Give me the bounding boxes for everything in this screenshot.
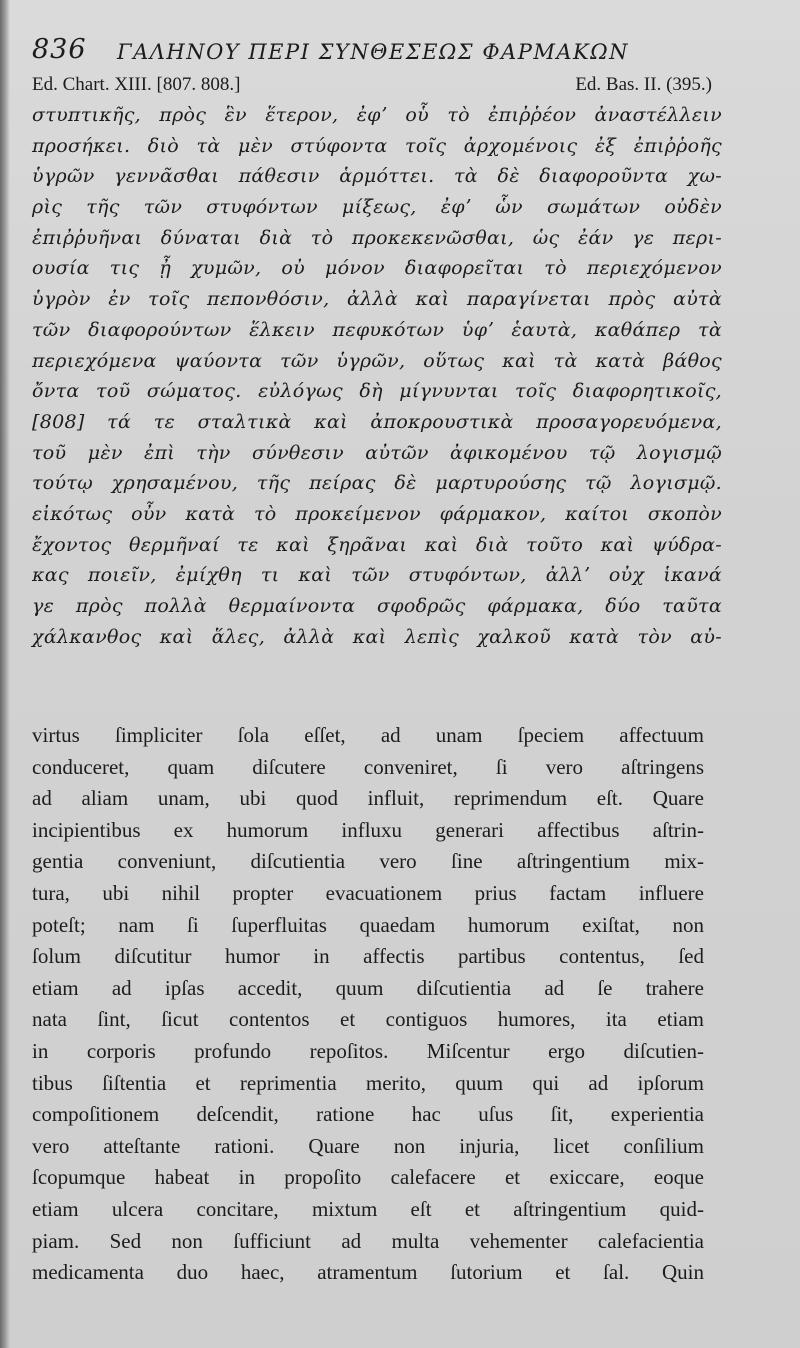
latin-line: virtus ſimpliciter ſola eſſet, ad unam ſpeciem affectuum <box>32 723 704 747</box>
greek-line: ρὶς τῆς τῶν στυφόντων μίξεως, ἐφʼ ὧν σωμάτων οὐδὲν <box>32 196 722 219</box>
latin-line: etiam ad ipſas accedit, quum diſcutientia ad ſe trahere <box>32 975 704 1000</box>
greek-line: ἐπιῤῥυῆναι δύναται διὰ τὸ προκεκενῶσθαι, ὡς ἐάν γε περι- <box>32 226 722 249</box>
edition-basel-ref: Ed. Bas. II. (395.) <box>575 74 712 95</box>
greek-line: τῶν διαφορούντων ἕλκειν πεφυκότων ὑφʼ ἑαυτὰ, καθάπερ τὰ <box>32 318 722 341</box>
running-head: ΓΑΛΗΝΟΥ ΠΕΡΙ ΣΥΝΘΕΣΕΩΣ ΦΑΡΜΑΚΩΝ <box>117 40 629 64</box>
greek-line: [808] τά τε σταλτικὰ καὶ ἀποκρουστικὰ προσαγορευόμενα, <box>32 410 722 433</box>
latin-line: gentia conveniunt, diſcutientia vero ſine aſtringentium mix- <box>32 849 704 874</box>
latin-line: nata ſint, ſicut contentos et contiguos humores, ita etiam <box>32 1007 704 1032</box>
greek-line: περιεχόμενα ψαύοντα τῶν ὑγρῶν, οὕτως καὶ τὰ κατὰ βάθος <box>32 349 722 372</box>
latin-line: ſolum diſcutitur humor in affectis partibus contentus, ſed <box>32 944 704 969</box>
greek-line: ἔχοντος θερμῆναί τε καὶ ξηρᾶναι καὶ διὰ τοῦτο καὶ ψύδρα- <box>32 533 722 556</box>
latin-text-block <box>32 720 704 1289</box>
latin-line: medicamenta duo haec, atramentum ſutorium et ſal. Quin <box>32 1260 704 1285</box>
greek-line: ουσία τις ᾖ χυμῶν, οὐ μόνον διαφορεῖται τὸ περιεχόμενον <box>32 257 722 280</box>
greek-line: εἰκότως οὖν κατὰ τὸ προκείμενον φάρμακον, καίτοι σκοπὸν <box>32 502 722 525</box>
latin-line: compoſitionem deſcendit, ratione hac uſus ſit, experientia <box>32 1102 704 1127</box>
page-header <box>32 34 772 68</box>
greek-line: κας ποιεῖν, ἐμίχθη τι καὶ τῶν στυφόντων, ἀλλʼ οὐχ ἱκανά <box>32 564 722 587</box>
greek-line: γε πρὸς πολλὰ θερμαίνοντα σφοδρῶς φάρμακα, δύο ταῦτα <box>32 595 722 617</box>
latin-line: in corporis profundo repoſitos. Miſcentur ergo diſcutien- <box>32 1038 704 1063</box>
greek-text-block <box>32 100 722 652</box>
greek-line: προσήκει. διὸ τὰ μὲν στύφοντα τοῖς ἀρχομένοις ἐξ ἐπιῤῥοῆς <box>32 134 722 157</box>
greek-line: τούτῳ χρησαμένου, τῆς πείρας δὲ μαρτυρούσης τῷ λογισμῷ. <box>32 472 722 495</box>
latin-line: piam. Sed non ſufficiunt ad multa vehementer calefacientia <box>32 1228 704 1253</box>
greek-line: χάλκανθος καὶ ἅλες, ἀλλὰ καὶ λεπὶς χαλκοῦ κατὰ τὸν αὐ- <box>32 625 722 648</box>
edition-chartier-ref: Ed. Chart. XIII. [807. 808.] <box>32 74 241 95</box>
latin-line: etiam ulcera concitare, mixtum eſt et aſtringentium quid- <box>32 1196 704 1221</box>
latin-line: ad aliam unam, ubi quod influit, reprimendum eſt. Quare <box>32 786 704 811</box>
latin-line: incipientibus ex humorum influxu generari affectibus aſtrin- <box>32 817 704 842</box>
latin-line: poteſt; nam ſi ſuperfluitas quaedam humorum exiſtat, non <box>32 912 704 937</box>
greek-line: στυπτικῆς, πρὸς ἓν ἕτερον, ἐφʼ οὗ τὸ ἐπιῤῥέον ἀναστέλλειν <box>32 104 722 126</box>
latin-line: tibus ſiſtentia et reprimentia merito, quum qui ad ipſorum <box>32 1070 704 1095</box>
latin-line: tura, ubi nihil propter evacuationem prius factam influere <box>32 880 704 905</box>
greek-line: ὑγρὸν ἐν τοῖς πεπονθόσιν, ἀλλὰ καὶ παραγίνεται πρὸς αὐτὰ <box>32 288 722 311</box>
page-binding-shadow <box>0 0 10 1348</box>
page-number: 836 <box>32 34 87 65</box>
edition-reference-line <box>32 74 712 102</box>
greek-line: τοῦ μὲν ἐπὶ τὴν σύνθεσιν αὐτῶν ἀφικομένου τῷ λογισμῷ <box>32 441 722 464</box>
greek-line: ὄντα τοῦ σώματος. εὐλόγως δὴ μίγνυνται τοῖς διαφορητικοῖς, <box>32 380 722 403</box>
latin-line: vero atteſtante rationi. Quare non injuria, licet conſilium <box>32 1133 704 1158</box>
latin-line: ſcopumque habeat in propoſito calefacere et exiccare, eoque <box>32 1165 704 1190</box>
latin-line: conduceret, quam diſcutere conveniret, ſi vero aſtringens <box>32 754 704 779</box>
greek-line: ὑγρῶν γεννᾶσθαι πάθεσιν ἁρμόττει. τὰ δὲ διαφοροῦντα χω- <box>32 165 722 188</box>
